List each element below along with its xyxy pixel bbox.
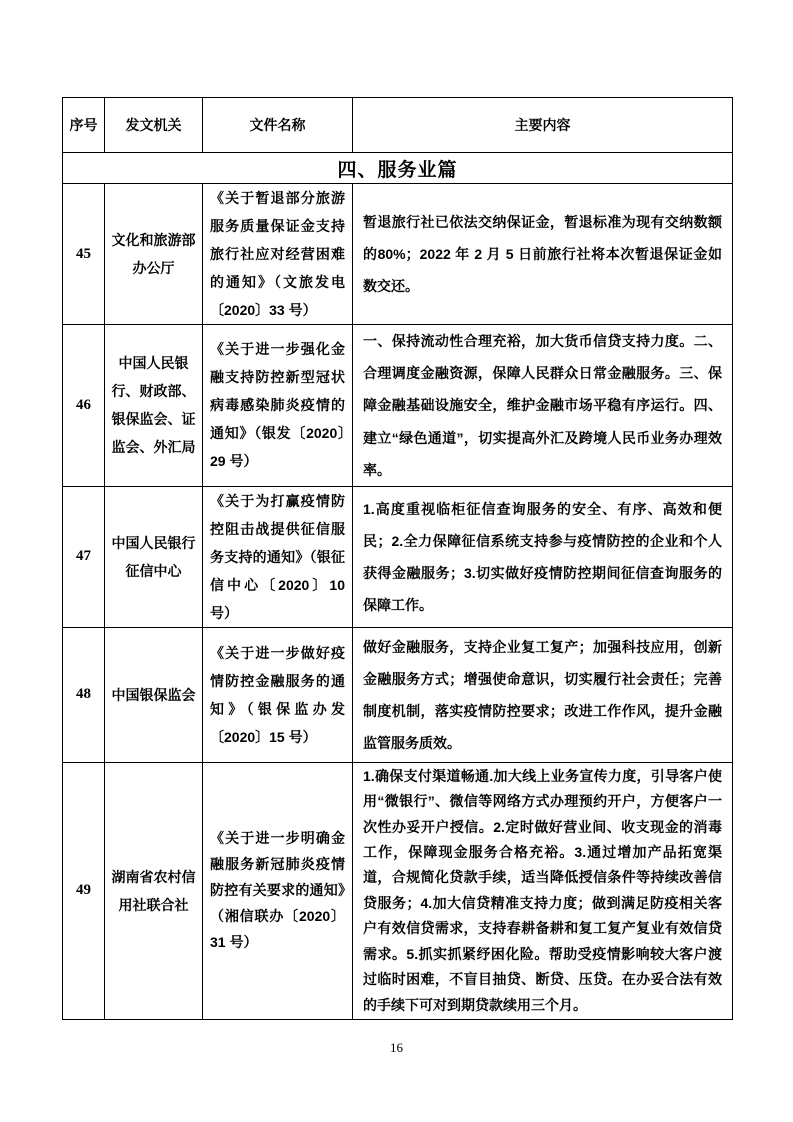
serial-number-cell: 48 — [63, 627, 105, 762]
header-main-content: 主要内容 — [353, 98, 733, 153]
page-number: 16 — [390, 1040, 403, 1055]
document-name-cell: 《关于进一步强化金融支持防控新型冠状病毒感染肺炎疫情的通知》（银发〔2020〕29 号） — [203, 325, 353, 487]
table-header-row — [63, 98, 733, 153]
table-row — [63, 627, 733, 762]
table-row — [63, 486, 733, 627]
header-document-name: 文件名称 — [203, 98, 353, 153]
issuing-agency-cell: 中国银保监会 — [105, 627, 203, 762]
header-issuing-agency: 发文机关 — [105, 98, 203, 153]
table-row — [63, 325, 733, 487]
issuing-agency-cell: 中国人民银行、财政部、银保监会、证监会、外汇局 — [105, 325, 203, 487]
issuing-agency-cell: 文化和旅游部办公厅 — [105, 184, 203, 325]
main-content-cell: 1.确保支付渠道畅通.加大线上业务宣传力度，引导客户使用“微银行”、微信等网络方式办理预约开户，方便客户一次性办妥开户授信。2.定时做好营业间、收支现金的消毒工作，保障现金服务合格充裕。3.通过增加产品拓宽渠道，合规简化贷款手续，适当降低授信条件等持续改善信贷服务；4.加大信贷精准支持力度；做到满足防疫相关客户有效信贷需求，支持春耕备耕和复工复产复业有效信贷需求。5.抓实抓紧纾困化险。帮助受疫情影响较大客户渡过临时困难，不盲目抽贷、断贷、压贷。在办妥合法有效的手续下可对到期贷款续用三个月。 — [353, 762, 733, 1019]
document-name-cell: 《关于进一步做好疫情防控金融服务的通知》（银保监办发〔2020〕15 号） — [203, 627, 353, 762]
table-row — [63, 184, 733, 325]
main-content-cell: 一、保持流动性合理充裕，加大货币信贷支持力度。二、合理调度金融资源，保障人民群众日常金融服务。三、保障金融基础设施安全，维护金融市场平稳有序运行。四、建立“绿色通道”，切实提高外汇及跨境人民币业务办理效率。 — [353, 325, 733, 487]
header-serial-number: 序号 — [63, 98, 105, 153]
document-name-cell: 《关于进一步明确金融服务新冠肺炎疫情防控有关要求的通知》（湘信联办〔2020〕31 号） — [203, 762, 353, 1019]
section-title-row — [63, 153, 733, 184]
serial-number-cell: 45 — [63, 184, 105, 325]
serial-number-cell: 46 — [63, 325, 105, 487]
serial-number-cell: 49 — [63, 762, 105, 1019]
document-name-cell: 《关于暂退部分旅游服务质量保证金支持旅行社应对经营困难的通知》（文旅发电〔2020〕33 号） — [203, 184, 353, 325]
policy-documents-table — [62, 97, 733, 1020]
document-name-cell: 《关于为打赢疫情防控阻击战提供征信服务支持的通知》（银征信中心〔2020〕10 号） — [203, 486, 353, 627]
table-row — [63, 762, 733, 1019]
section-title: 四、服务业篇 — [63, 153, 733, 184]
main-content-cell: 1.高度重视临柜征信查询服务的安全、有序、高效和便民；2.全力保障征信系统支持参与疫情防控的企业和个人获得金融服务；3.切实做好疫情防控期间征信查询服务的保障工作。 — [353, 486, 733, 627]
issuing-agency-cell: 中国人民银行征信中心 — [105, 486, 203, 627]
issuing-agency-cell: 湖南省农村信用社联合社 — [105, 762, 203, 1019]
main-content-cell: 做好金融服务，支持企业复工复产；加强科技应用，创新金融服务方式；增强使命意识，切实履行社会责任；完善制度机制，落实疫情防控要求；改进工作作风，提升金融监管服务质效。 — [353, 627, 733, 762]
serial-number-cell: 47 — [63, 486, 105, 627]
main-content-cell: 暂退旅行社已依法交纳保证金，暂退标准为现有交纳数额的80%；2022 年 2 月 5 日前旅行社将本次暂退保证金如数交还。 — [353, 184, 733, 325]
